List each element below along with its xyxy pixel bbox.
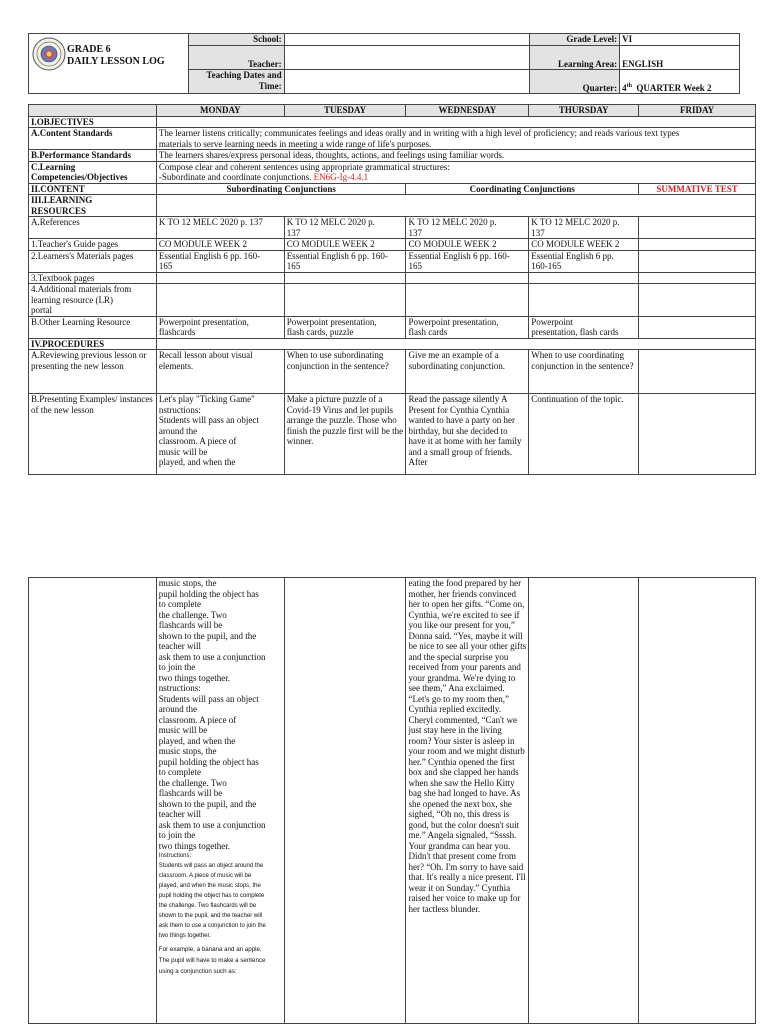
- deped-seal-icon: [32, 37, 66, 71]
- competencies-label-line2: Competencies/Objectives: [31, 172, 128, 182]
- references-label: A.References: [29, 217, 157, 239]
- competencies-line2-text: -Subordinate and coordinate conjunctions.: [158, 172, 312, 182]
- quarter-rest: QUARTER Week 2: [636, 82, 712, 93]
- competencies-line1: Compose clear and coherent sentences using appropriate grammatical structures:: [158, 161, 450, 172]
- content-subordinating: Subordinating Conjunctions: [156, 183, 406, 195]
- presenting-thu: Continuation of the topic.: [529, 394, 639, 475]
- reviewing-thu: When to use coordinating conjunction in the sentence?: [529, 350, 639, 394]
- quarter-label: Quarter:: [530, 70, 620, 94]
- competencies-line2: [159, 172, 753, 183]
- references-fri: [639, 217, 756, 239]
- other-mon-line1: Powerpoint presentation,: [158, 316, 249, 327]
- learning-resources-empty: [156, 195, 755, 217]
- continuation-fri: [639, 578, 756, 1024]
- lm-wed: [406, 250, 529, 272]
- content-coordinating: Coordinating Conjunctions: [406, 183, 639, 195]
- lm-label: 2.Learners's Materials pages: [29, 250, 157, 272]
- continuation-thu: [529, 578, 639, 1024]
- competency-code: EN6G-Ig-4.4.1: [313, 172, 369, 182]
- teacher-label: Teacher:: [188, 46, 284, 70]
- lm-mon-line2: 165: [158, 261, 173, 271]
- other-wed: [406, 316, 529, 338]
- grade-level-label: Grade Level:: [530, 34, 620, 46]
- header-logo-cell: [29, 34, 189, 94]
- lm-thu-line1: Essential English 6 pp.: [531, 250, 614, 261]
- other-mon-line2: flashcards: [158, 327, 196, 337]
- lm-tue-line1: Essential English 6 pp. 160-: [286, 250, 388, 261]
- day-thursday: THURSDAY: [529, 105, 639, 117]
- dates-label-line1: Teaching Dates and: [206, 70, 282, 80]
- additional-label: [29, 284, 157, 317]
- continuation-mon-instructions: Instructions: Students will pass an object around the classroom. A piece of music will be played, and when the music stops, the pupil holding the object has to complete the challenge. Two flashcards will be shown to the pupil, and the teacher will ask them to use a conjunction to join the two things together.: [158, 853, 266, 939]
- lm-thu: [529, 250, 639, 272]
- learning-area-value: ENGLISH: [620, 46, 740, 70]
- learning-resources-line1: III.LEARNING: [31, 195, 93, 205]
- header-table: [28, 33, 740, 94]
- presenting-wed: Read the passage silently A Present for Cynthia Cynthia wanted to have a party on her birthday, but she decided to have it at home with her family and a small group of friends. After: [406, 394, 529, 475]
- presenting-mon: Let's play "Ticking Game" nstructions: Students will pass an object around the classroom. A piece of music will be played, and when the: [156, 394, 284, 475]
- tg-mon: CO MODULE WEEK 2: [156, 239, 284, 251]
- presenting-tue: Make a picture puzzle of a Covid-19 Virus and let pupils arrange the puzzle. Those who finish the puzzle first will be the winner.: [284, 394, 406, 475]
- school-field[interactable]: [284, 34, 530, 46]
- lm-mon: [156, 250, 284, 272]
- reviewing-wed: Give me an example of a subordinating conjunction.: [406, 350, 529, 394]
- other-mon: [156, 316, 284, 338]
- additional-line2: learning resource (LR): [31, 294, 113, 305]
- grade-title: GRADE 6: [67, 44, 111, 55]
- other-resource-label: B.Other Learning Resource: [29, 316, 157, 338]
- dates-label: [188, 70, 284, 94]
- textbook-label: 3.Textbook pages: [29, 272, 157, 284]
- other-tue: [284, 316, 406, 338]
- references-wed: [406, 217, 529, 239]
- references-thu-line2: 137: [531, 227, 545, 238]
- learning-resources-label: [29, 195, 157, 217]
- continuation-tue: [284, 578, 406, 1024]
- reviewing-label: A.Reviewing previous lesson or presenting the new lesson: [29, 350, 157, 394]
- additional-line3: portal: [31, 305, 52, 315]
- learning-resources-line2: RESOURCES: [31, 205, 87, 216]
- references-thu: [529, 217, 639, 239]
- performance-standards-text: The learners shares/express personal ideas, thoughts, actions, and feelings using familiar words.: [156, 150, 755, 162]
- reviewing-fri: [639, 350, 756, 394]
- content-summative: SUMMATIVE TEST: [639, 183, 756, 195]
- tg-wed: CO MODULE WEEK 2: [406, 239, 529, 251]
- additional-line1: 4.Additional materials from: [31, 284, 132, 294]
- lesson-table: [28, 104, 756, 475]
- dates-field[interactable]: [284, 70, 530, 94]
- other-fri: [639, 316, 756, 338]
- continuation-mon: [156, 578, 284, 1024]
- lm-mon-line1: Essential English 6 pp. 160-: [158, 250, 261, 261]
- continuation-wed: [406, 578, 529, 1024]
- continuation-table: [28, 577, 756, 1024]
- lm-wed-line1: Essential English 6 pp. 160-: [408, 250, 510, 261]
- tg-fri: [639, 239, 756, 251]
- content-standards-line1: The learner listens critically; communicates feelings and ideas orally and in writing with a high level of proficiency; and reads various text types: [158, 128, 680, 138]
- other-tue-line2: flash cards, puzzle: [286, 327, 354, 337]
- references-tue-line1: K TO 12 MELC 2020 p.: [286, 217, 375, 227]
- continuation-wed-text: eating the food prepared by her mother, her friends convinced her to open her gifts. “Come on, Cynthia, we're excited to see if you like our present for you,” Donna said. “Yes, maybe it will be nice to see all your other gifts and the special surprise you received from your parents and your grandma. We're dying to see them,” Ana exclaimed. “Let's go to my room then,” Cynthia replied excitedly. Cheryl commented, “Can't we just stay here in the living room? Your sister is asleep in your room and we might disturb her.” Cynthia opened the first box and she clapped her hands when she saw the Hello Kitty bag she had longed to have. As she opened the next box, she sighed, “Oh no, this dress is good, but the color doesn't suit me.” Angela signaled, “Ssssh. Your grandma can hear you. Didn't that present come from her? “Oh. I'm sorry to have said that. It's really a nice present. I'll wear it on Sunday.” Cynthia raised her voice to make up for her tactless blunder.: [408, 578, 527, 914]
- lm-thu-line2: 160-165: [531, 261, 562, 271]
- continuation-mon-example: For example, a banana and an apple.: [158, 946, 262, 953]
- objectives-label: I.OBJECTIVES: [29, 116, 157, 128]
- page-two: [28, 577, 756, 1024]
- presenting-fri: [639, 394, 756, 475]
- performance-standards-label: B.Performance Standards: [29, 150, 157, 162]
- grade-level-value: VI: [620, 34, 740, 46]
- content-label: II.CONTENT: [29, 183, 157, 195]
- tg-thu: CO MODULE WEEK 2: [529, 239, 639, 251]
- continuation-mon-text: music stops, the pupil holding the object has to complete the challenge. Two flashcards will be shown to the pupil, and the teacher will ask them to use a conjunction to join the two things together. nstructions: Students will pass an object around the classroom. A piece of music will be played, and when the music stops, the pupil holding the object has to complete the challenge. Two flashcards will be shown to the pupil, and the teacher will ask them to use a conjunction to join the two things together.: [158, 578, 266, 851]
- references-tue-line2: 137: [286, 227, 301, 238]
- dates-label-line2: Time:: [258, 80, 282, 91]
- school-label: School:: [188, 34, 284, 46]
- objectives-empty: [156, 116, 755, 128]
- day-friday: FRIDAY: [639, 105, 756, 117]
- teacher-field[interactable]: [284, 46, 530, 70]
- presenting-label: B.Presenting Examples/ instances of the new lesson: [29, 394, 157, 475]
- quarter-sup: th: [626, 82, 632, 89]
- learning-area-label: Learning Area:: [530, 46, 620, 70]
- reviewing-tue: When to use subordinating conjunction in the sentence?: [284, 350, 406, 394]
- content-standards-label: A.Content Standards: [29, 128, 157, 150]
- tg-label: 1.Teacher's Guide pages: [29, 239, 157, 251]
- competencies-label: [29, 161, 157, 183]
- references-thu-line1: K TO 12 MELC 2020 p.: [531, 217, 620, 227]
- lm-fri: [639, 250, 756, 272]
- other-thu: [529, 316, 639, 338]
- content-standards-text: [156, 128, 755, 150]
- references-wed-line2: 137: [408, 227, 422, 238]
- corner-cell: [29, 105, 157, 117]
- quarter-value: [620, 70, 740, 94]
- lm-tue: [284, 250, 406, 272]
- content-standards-line2: materials to serve learning needs in meeting a wide range of life's purposes.: [158, 138, 432, 149]
- day-wednesday: WEDNESDAY: [406, 105, 529, 117]
- tg-tue: CO MODULE WEEK 2: [284, 239, 406, 251]
- day-monday: MONDAY: [156, 105, 284, 117]
- other-tue-line1: Powerpoint presentation,: [286, 316, 377, 327]
- lm-tue-line2: 165: [286, 261, 301, 271]
- continuation-mon-sentence: The pupil will have to make a sentence using a conjunction such as:: [158, 956, 266, 975]
- references-wed-line1: K TO 12 MELC 2020 p.: [408, 217, 497, 227]
- other-thu-line2: presentation, flash cards: [531, 327, 619, 337]
- lm-wed-line2: 165: [408, 261, 422, 271]
- competencies-text: [156, 161, 755, 183]
- references-mon: K TO 12 MELC 2020 p. 137: [156, 217, 284, 239]
- quarter-num: 4: [622, 82, 627, 93]
- procedures-empty: [156, 338, 755, 350]
- procedures-label: IV.PROCEDURES: [29, 338, 157, 350]
- day-tuesday: TUESDAY: [284, 105, 406, 117]
- other-wed-line2: flash cards: [408, 327, 448, 337]
- reviewing-mon: Recall lesson about visual elements.: [156, 350, 284, 394]
- other-thu-line1: Powerpoint: [531, 316, 573, 327]
- other-wed-line1: Powerpoint presentation,: [408, 316, 499, 327]
- references-tue: [284, 217, 406, 239]
- continuation-label-cell: [29, 578, 157, 1024]
- log-title: DAILY LESSON LOG: [67, 56, 165, 67]
- competencies-label-line1: C.Learning: [31, 161, 76, 172]
